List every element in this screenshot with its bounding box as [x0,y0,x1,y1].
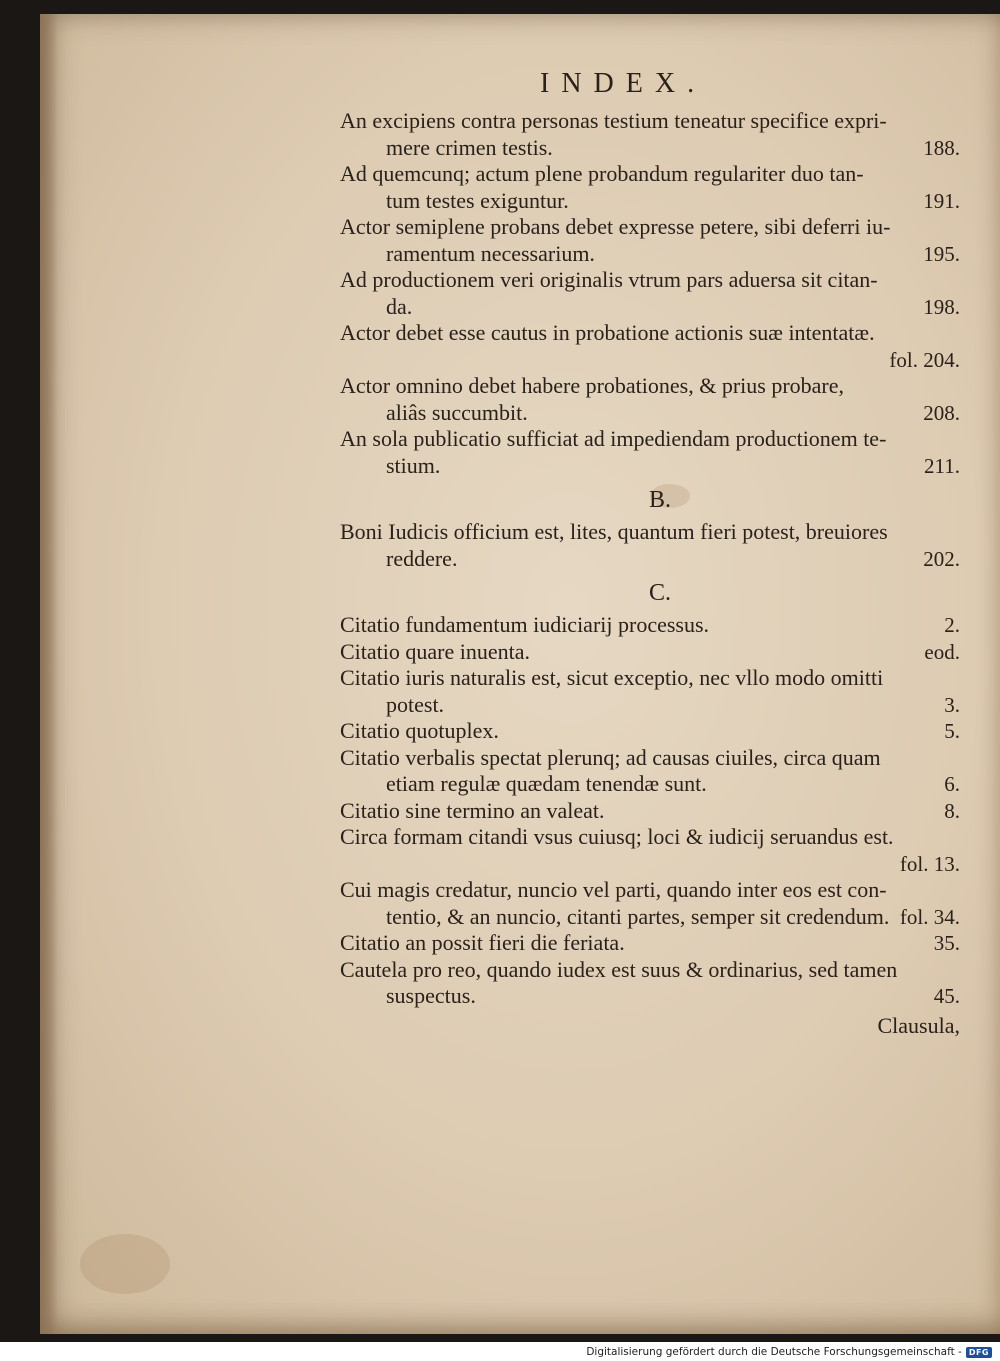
index-entry [340,718,960,745]
catchword: Clausula, [877,1012,960,1038]
index-entry [340,930,960,957]
index-entry [340,267,960,320]
entry-text: Citatio iuris naturalis est, sicut exceptio, nec vllo modo omitti [340,665,884,690]
entry-text: stium. [386,452,441,478]
index-entry [340,373,960,426]
entry-text: Actor debet esse cautus in probatione actionis suæ intentatæ. [340,320,875,345]
index-entry [340,877,960,930]
page-reference: fol. 204. [889,347,960,372]
running-head: INDEX. [540,68,707,99]
entry-text: aliâs succumbit. [386,399,528,425]
page-reference: 2. [944,613,960,637]
index-entry [340,957,960,1010]
entry-text: An excipiens contra personas testium teneatur specifice expri- [340,108,887,133]
entry-text: Circa formam citandi vsus cuiusq; loci & iudicij seruandus est. [340,824,894,849]
page-reference: 35. [933,931,960,955]
index-entry [340,612,960,639]
entry-text: Citatio fundamentum iudiciarij processus. [340,612,710,637]
entry-text: Citatio sine termino an valeat. [340,797,605,823]
entry-text: da. [386,293,413,319]
section-letter: B. [648,487,671,513]
page-reference: eod. [924,639,960,664]
entry-text: tum testes exiguntur. [386,187,569,213]
index-entry [340,665,960,718]
index-entry [340,108,960,161]
index-entry [340,639,960,666]
page-gutter-shadow [40,14,58,1334]
index-entry [340,519,960,572]
page-reference: 198. [923,294,960,319]
index-entry [340,745,960,798]
entry-text: Ad productionem veri originalis vtrum pars aduersa sit citan- [340,267,878,292]
index-entry [340,426,960,479]
page-reference: fol. 13. [899,851,960,876]
entry-text: suspectus. [386,983,476,1008]
page-reference: 202. [923,546,960,571]
entry-text: Actor omnino debet habere probationes, & prius probare, [340,373,845,398]
entry-text: Cautela pro reo, quando iudex est suus & ordinarius, sed tamen [340,956,898,982]
index-entry [340,214,960,267]
footer-text: Digitalisierung gefördert durch die Deutsche Forschungsgemeinschaft - [586,1346,962,1358]
page-reference: fol. 34. [899,904,960,929]
index-entries [340,108,960,1040]
entry-text: Citatio quotuplex. [340,718,499,743]
paper-stain [80,1234,170,1294]
page-reference: 208. [923,400,960,425]
footer [586,1345,992,1359]
index-entry [340,824,960,877]
entry-text: reddere. [386,545,458,571]
entry-text: Actor semiplene probans debet expresse petere, sibi deferri iu- [340,214,891,239]
entry-text: An sola publicatio sufficiat ad impediendam productionem te- [340,426,887,451]
index-entry [340,798,960,825]
page-reference: 191. [923,188,960,213]
page-reference: 211. [924,453,960,478]
entry-text: etiam regulæ quædam tenendæ sunt. [386,771,707,796]
section-letter: C. [648,580,671,606]
page-reference: 8. [944,798,960,823]
page-reference: 188. [923,135,960,160]
entry-text: Citatio verbalis spectat plerunq; ad causas ciuiles, circa quam [340,744,881,770]
entry-text: Boni Iudicis officium est, lites, quantum fieri potest, breuiores [340,519,888,544]
entry-text: Citatio quare inuenta. [340,638,530,664]
entry-text: potest. [386,691,445,717]
page-reference: 45. [933,984,960,1008]
page-reference: 6. [944,772,960,796]
entry-text: Ad quemcunq; actum plene probandum regulariter duo tan- [340,161,864,186]
page-reference: 195. [923,241,960,266]
page-reference: 5. [944,719,960,743]
entry-text: Citatio an possit fieri die feriata. [340,930,625,955]
entry-text: Cui magis credatur, nuncio vel parti, quando inter eos est con- [340,877,887,902]
index-entry [340,320,960,373]
dfg-logo: DFG [966,1347,992,1358]
entry-text: tentio, & an nuncio, citanti partes, semper sit credendum. [386,903,890,929]
entry-text: ramentum necessarium. [386,240,595,266]
index-entry [340,161,960,214]
entry-text: mere crimen testis. [386,134,553,160]
page-reference: 3. [944,692,960,717]
